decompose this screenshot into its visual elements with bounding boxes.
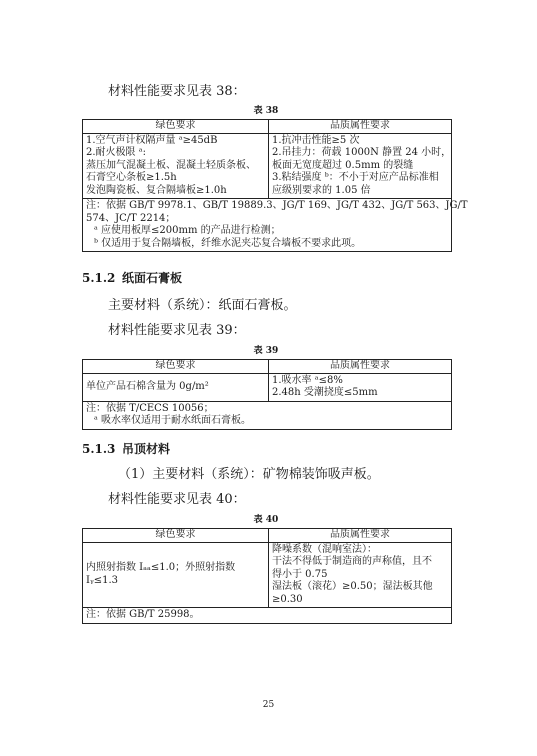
table-38-note-row <box>83 199 452 252</box>
table-40-header-quality: 品质属性要求 <box>269 529 452 543</box>
note-line: 注：依据 GB/T 9978.1、GB/T 19889.3、JG/T 169、JG/T 432、JG/T 563、JG/T <box>86 200 468 211</box>
table-40-quality-cell <box>269 542 452 608</box>
main-material-5-1-2: 主要材料（系统）：纸面石膏板。 <box>108 298 297 313</box>
table-40-header-row <box>83 529 452 543</box>
table-38-row <box>83 133 452 199</box>
table-40-header-green: 绿色要求 <box>83 529 269 543</box>
table-40-note-row <box>83 608 452 624</box>
section-number: 5.1.3 <box>82 442 116 456</box>
quality-line: 湿法板（滚花）≥0.50；湿法板其他 <box>272 581 433 592</box>
section-number: 5.1.2 <box>82 271 116 285</box>
table-40-caption: 表 40 <box>253 515 279 525</box>
table-38-note-cell <box>83 199 468 252</box>
green-line: 内照射指数 Iₐₐ≤1.0；外照射指数 <box>86 562 236 574</box>
quality-line: 1.抗冲击性能≥5 次 <box>272 134 360 146</box>
section-heading-5-1-2 <box>82 271 182 286</box>
table-40 <box>82 528 452 624</box>
section-title: 纸面石膏板 <box>122 271 183 285</box>
section-title: 吊顶材料 <box>122 442 171 456</box>
section-heading-5-1-3 <box>82 442 170 457</box>
table-39-header-green: 绿色要求 <box>83 360 269 374</box>
green-line: 1.空气声计权隔声量 ᵃ≥45dB <box>86 134 218 146</box>
intro-table-40: 材料性能要求见表 40： <box>108 492 246 507</box>
footnote-b: ᵇ 仅适用于复合隔墙板，纤维水泥夹芯复合墙板不要求此项。 <box>94 237 362 249</box>
green-line: 发泡陶瓷板、复合隔墙板≥1.0h <box>86 184 227 196</box>
quality-line: ≥0.30 <box>272 593 303 605</box>
quality-line: 得小于 0.75 <box>272 568 328 580</box>
table-40-green-cell <box>83 542 269 608</box>
intro-table-38: 材料性能要求见表 38： <box>108 84 246 99</box>
green-line: Iᵧ≤1.3 <box>86 574 118 586</box>
quality-line: 1.吸水率 ᵃ≤8% <box>272 374 343 386</box>
table-38-header-green: 绿色要求 <box>83 120 269 134</box>
intro-table-39: 材料性能要求见表 39： <box>108 323 246 338</box>
table-38 <box>82 119 468 252</box>
table-39-green-cell: 单位产品石棉含量为 0g/m² <box>83 373 269 401</box>
table-40-row <box>83 542 452 608</box>
green-line: 蒸压加气混凝土板、混凝土轻质条板、 <box>86 159 256 171</box>
quality-line: 降噪系数（混响室法）： <box>272 543 377 555</box>
table-39-header-row <box>83 360 452 374</box>
table-39-note-cell <box>83 401 452 429</box>
table-38-caption: 表 38 <box>253 106 279 116</box>
table-38-quality-cell <box>269 133 452 199</box>
green-line: 石膏空心条板≥1.5h <box>86 172 177 183</box>
table-39-quality-cell <box>269 373 452 401</box>
table-38-green-cell <box>83 133 269 199</box>
green-line: 2.耐火极限 ᵃ: <box>86 147 146 158</box>
note-line: 注：依据 T/CECS 10056； <box>86 402 214 414</box>
table-39-header-quality: 品质属性要求 <box>269 360 452 374</box>
table-40-note-cell: 注：依据 GB/T 25998。 <box>83 608 452 624</box>
table-39-note-row <box>83 401 452 429</box>
quality-line: 干法不得低于制造商的声称值，且不 <box>272 556 432 567</box>
quality-line: 板面无宽度超过 0.5mm 的裂缝 <box>272 159 414 171</box>
quality-line: 应级别要求的 1.05 倍 <box>272 184 371 196</box>
table-38-header-row <box>83 120 452 134</box>
quality-line: 2.48h 受潮挠度≤5mm <box>272 387 378 398</box>
footnote-a: ᵃ 吸水率仅适用于耐水纸面石膏板。 <box>94 415 252 426</box>
quality-line: 3.粘结强度 ᵇ：不小于对应产品标准相 <box>272 172 439 183</box>
footnote-a: ᵃ 应使用板厚≤200mm 的产品进行检测； <box>94 225 281 236</box>
table-38-header-quality: 品质属性要求 <box>269 120 452 134</box>
table-39-row <box>83 373 452 401</box>
main-material-5-1-3: （1）主要材料（系统）：矿物棉装饰吸声板。 <box>118 467 380 482</box>
table-39 <box>82 359 452 430</box>
table-39-caption: 表 39 <box>253 346 279 356</box>
note-line: 574、JC/T 2214； <box>86 212 176 224</box>
quality-line: 2.吊挂力：荷载 1000N 静置 24 小时， <box>272 147 452 158</box>
page-number: 25 <box>262 700 275 710</box>
